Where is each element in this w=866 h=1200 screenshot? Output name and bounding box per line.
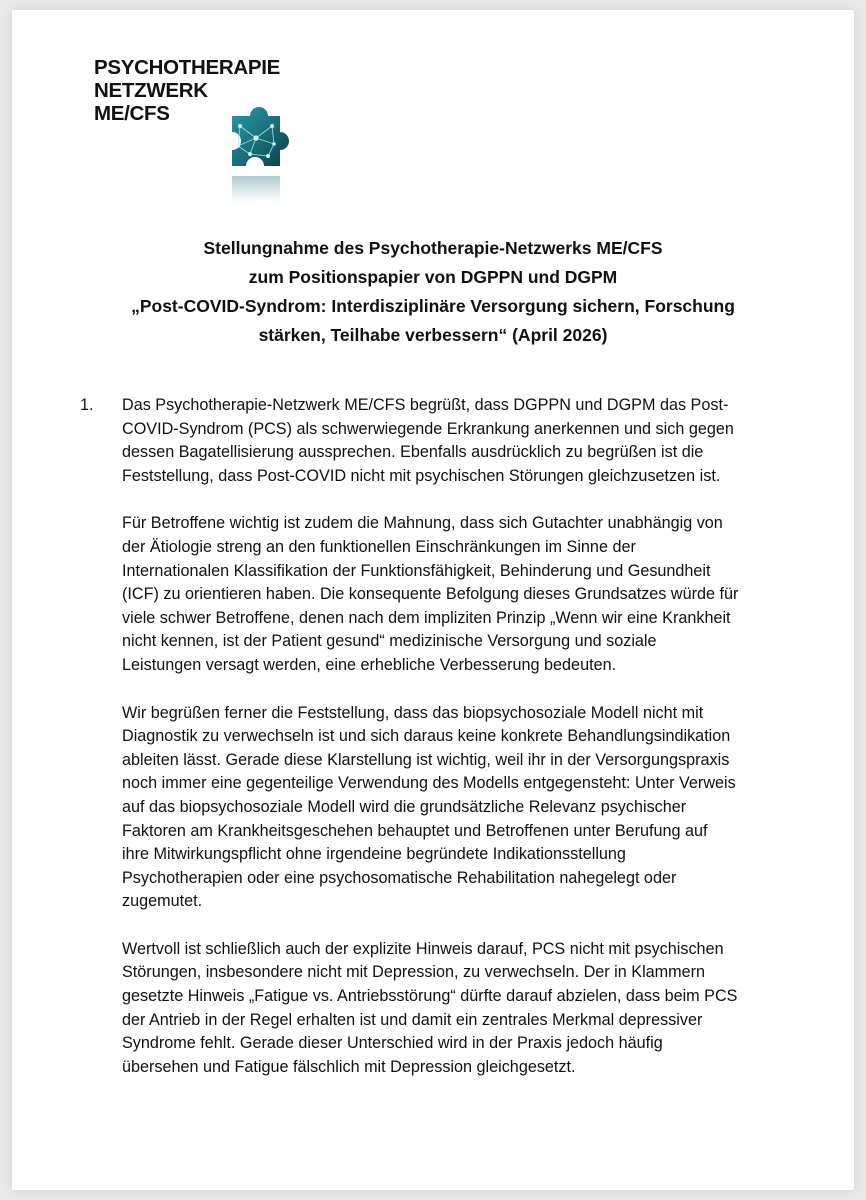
text-line: noch immer eine gegenteilige Verwendung des Modells entgegensteht: Unter Verweis [122, 774, 736, 793]
text-line: auf das biopsychosoziale Modell wird die grundsätzliche Relevanz psychischer [122, 797, 687, 816]
text-line: der Antrieb in der Regel erhalten ist und damit ein zentrales Merkmal depressiver [122, 1010, 703, 1029]
document-body [80, 394, 790, 1103]
text-line: Störungen, insbesondere nicht mit Depression, zu verwechseln. Der in Klammern [122, 963, 706, 982]
title-line: stärken, Teilhabe verbessern“ (April 2026) [258, 325, 608, 345]
text-line: Wertvoll ist schließlich auch der explizite Hinweis darauf, PCS nicht mit psychischen [122, 939, 724, 958]
paragraph [122, 512, 790, 677]
text-line: Diagnostik zu verwechseln ist und sich daraus keine konkrete Behandlungsindikation [122, 727, 731, 746]
text-line: viele schwer Betroffene, denen nach dem impliziten Prinzip „Wenn wir eine Krankheit [122, 608, 731, 627]
title-line: „Post-COVID-Syndrom: Interdisziplinäre Versorgung sichern, Forschung [131, 296, 735, 316]
text-line: Internationalen Klassifikation der Funktionsfähigkeit, Behinderung und Gesundheit [122, 561, 711, 580]
document-page [12, 10, 854, 1190]
text-line: COVID-Syndrom (PCS) als schwerwiegende Erkrankung anerkennen und sich gegen [122, 419, 734, 438]
text-line: Psychotherapien oder eine psychosomatische Rehabilitation nahegelegt oder [122, 868, 677, 887]
text-line: Syndrome fehlt. Gerade dieser Unterschied wird in der Praxis jedoch häufig [122, 1034, 663, 1053]
logo-line: NETZWERK [94, 79, 208, 102]
title-line: Stellungnahme des Psychotherapie-Netzwerks ME/CFS [203, 238, 663, 258]
text-line: ableiten lässt. Gerade diese Klarstellung ist wichtig, weil ihr in der Versorgungspraxis [122, 750, 730, 769]
text-line: Das Psychotherapie-Netzwerk ME/CFS begrüßt, dass DGPPN und DGPM das Post- [122, 396, 729, 414]
text-line: Leistungen versagt werden, eine erhebliche Verbesserung bedeuten. [122, 655, 617, 674]
logo-line: PSYCHOTHERAPIE [94, 56, 281, 79]
text-line: (ICF) zu orientieren haben. Die konsequente Befolgung dieses Grundsatzes würde für [122, 585, 739, 604]
text-line: dessen Bagatellisierung aussprechen. Ebenfalls ausdrücklich zu begrüßen ist die [122, 443, 704, 462]
text-line: der Ätiologie streng an den funktionellen Einschränkungen im Sinne der [122, 537, 636, 556]
item-number: 1. [80, 396, 94, 414]
title-line: zum Positionspapier von DGPPN und DGPM [248, 267, 618, 287]
text-line: übersehen und Fatigue fälschlich mit Depression gleichgesetzt. [122, 1057, 576, 1076]
numbered-item [80, 394, 790, 1079]
text-line: nicht kennen, ist der Patient gesund“ medizinische Versorgung und soziale [122, 632, 657, 651]
document-title [72, 234, 794, 350]
text-line: gesetzte Hinweis „Fatigue vs. Antriebsstörung“ dürfte darauf abzielen, dass beim PCS [122, 987, 738, 1006]
text-line: Für Betroffene wichtig ist zudem die Mahnung, dass sich Gutachter unabhängig von [122, 514, 723, 533]
paragraph [122, 702, 790, 914]
text-line: Wir begrüßen ferner die Feststellung, dass das biopsychosoziale Modell nicht mit [122, 703, 704, 722]
paragraph [122, 394, 790, 488]
logo-line: ME/CFS [94, 102, 170, 125]
text-line: Faktoren am Krankheitsgeschehen behauptet und Betroffenen unter Berufung auf [122, 821, 708, 840]
paragraph [122, 938, 790, 1080]
text-line: Feststellung, dass Post-COVID nicht mit psychischen Störungen gleichzusetzen ist. [122, 466, 721, 485]
text-line: zugemutet. [122, 892, 203, 911]
text-line: ihre Mitwirkungspflicht ohne irgendeine begründete Indikationsstellung [122, 845, 626, 864]
puzzle-piece-network-icon [210, 96, 300, 208]
